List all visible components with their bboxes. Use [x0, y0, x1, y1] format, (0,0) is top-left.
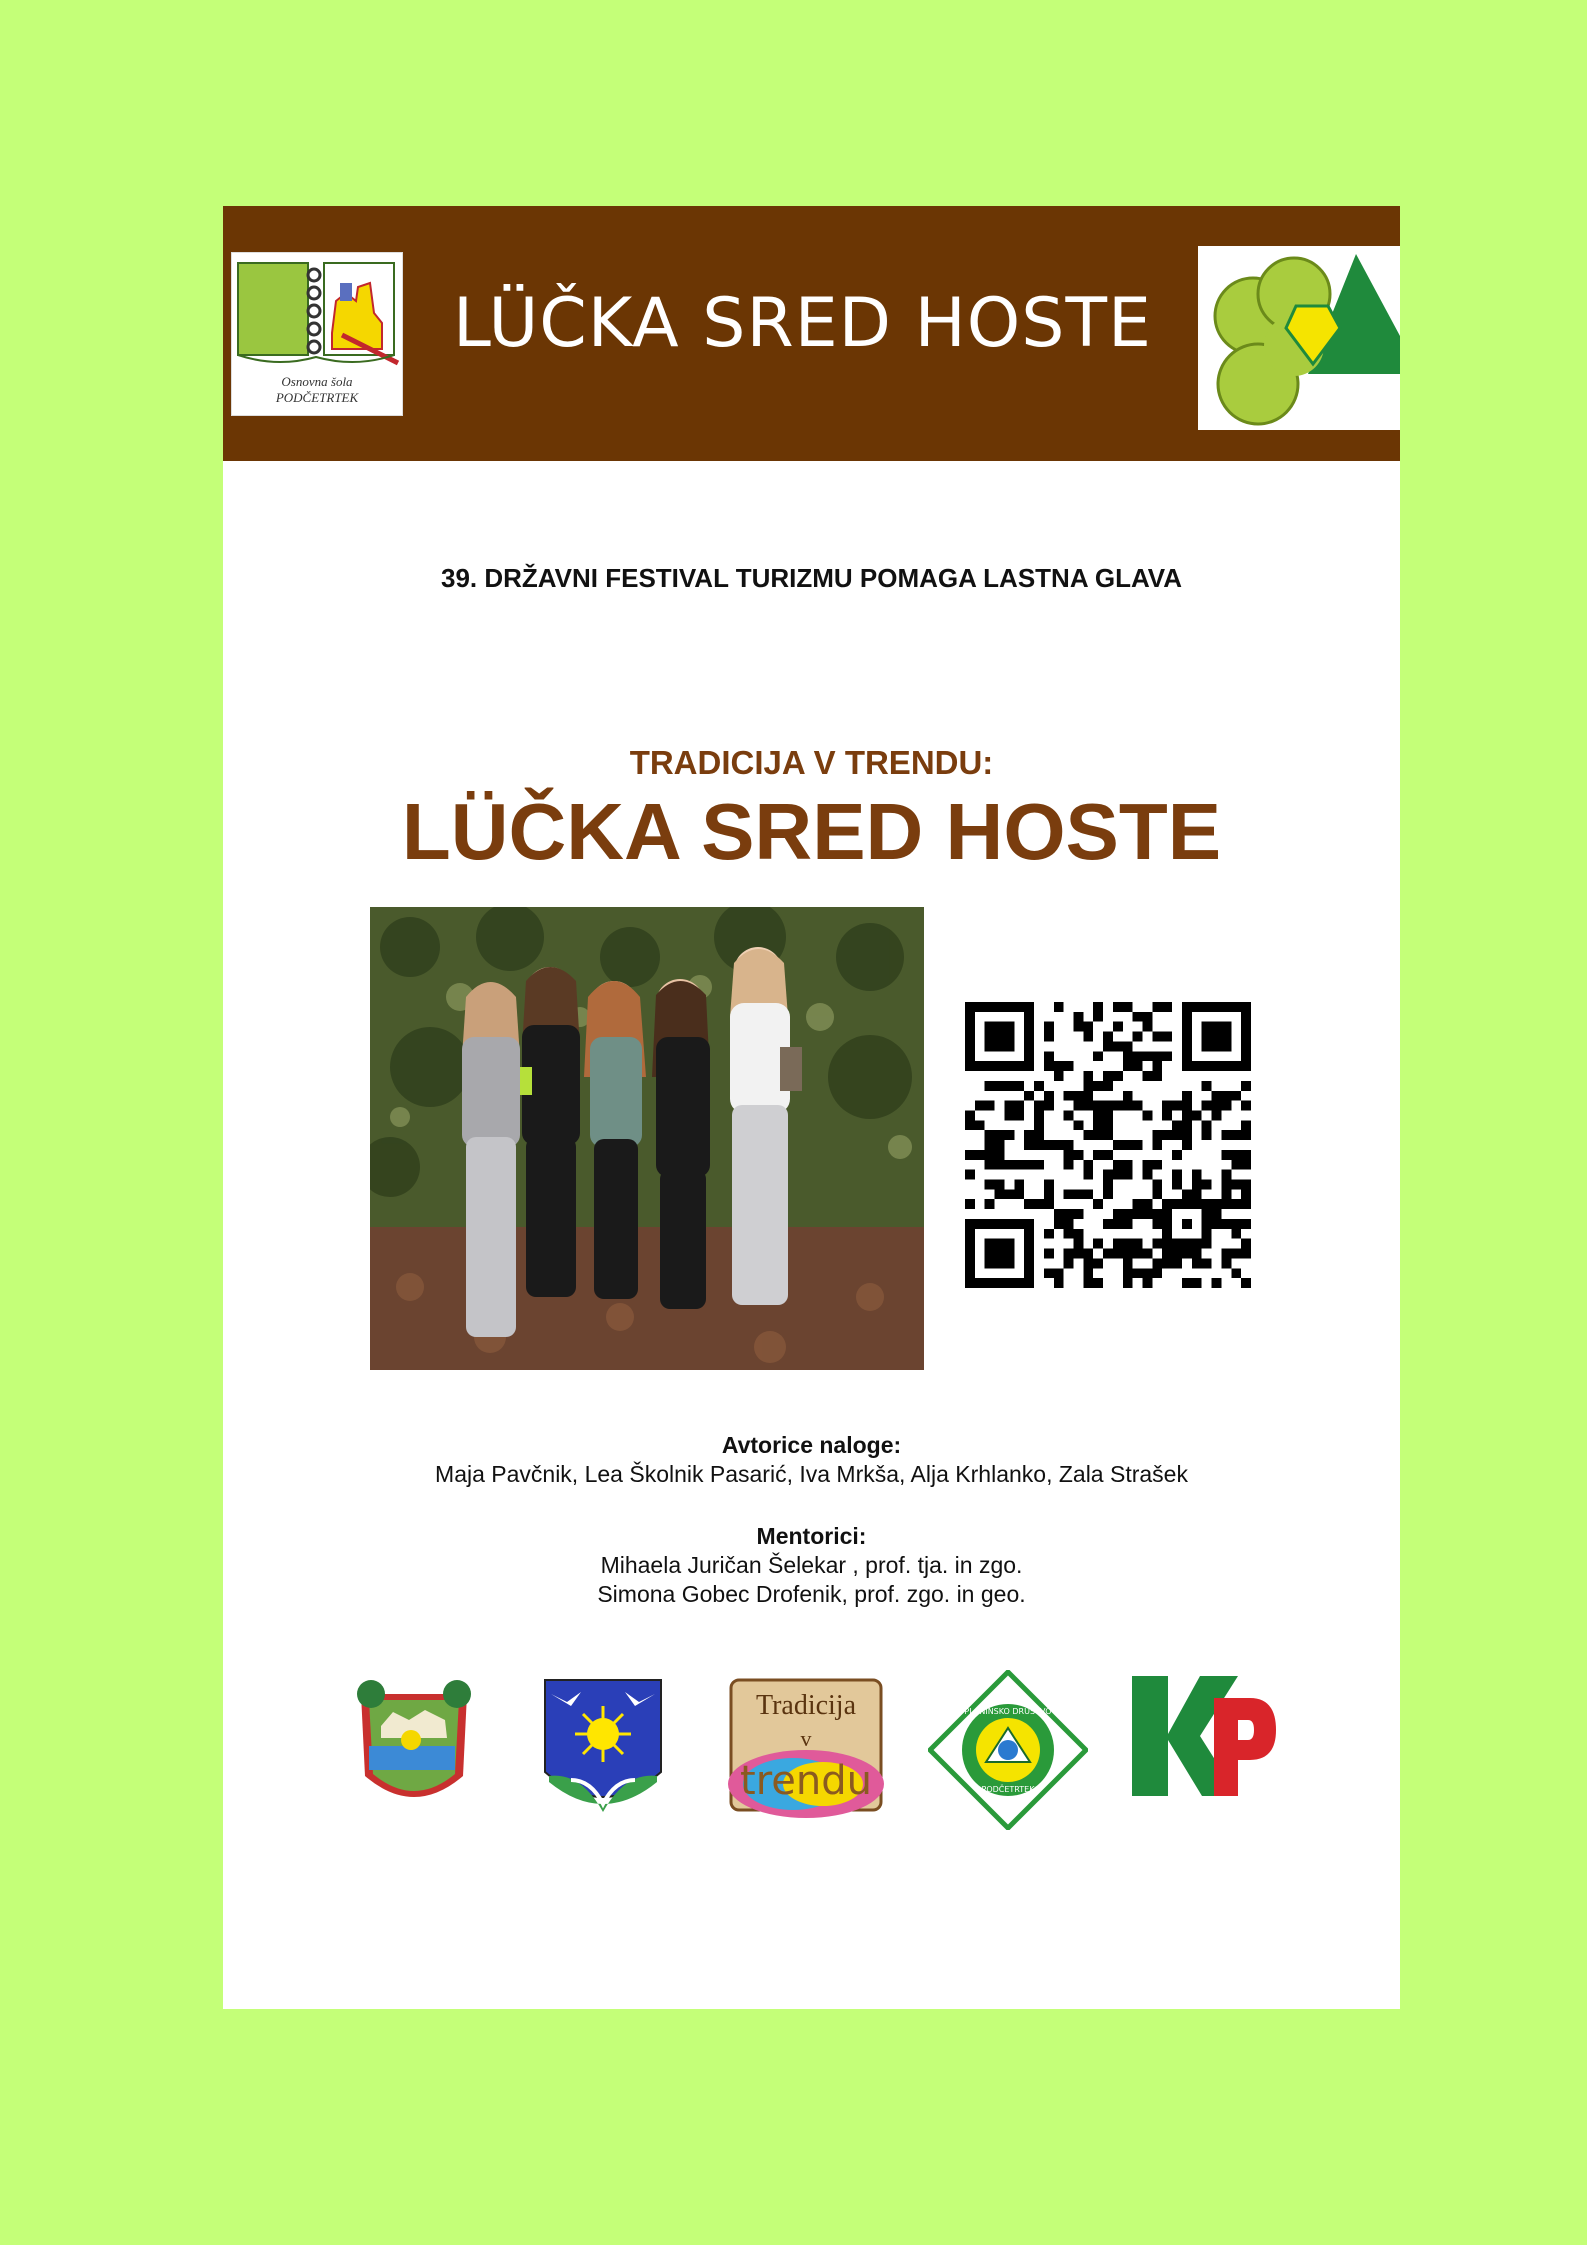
sun-swallows-crest-icon [541, 1676, 665, 1824]
svg-text:v: v [800, 1726, 812, 1751]
swallow-crest [541, 1676, 665, 1824]
pd-diamond-icon [928, 1670, 1088, 1830]
kp-icon [1130, 1674, 1276, 1798]
poster-page [223, 206, 1400, 2009]
svg-text:PODČETRTEK: PODČETRTEK [981, 1785, 1035, 1794]
banner-title: LÜČKA SRED HOSTE [453, 284, 1152, 363]
svg-text:Tradicija: Tradicija [755, 1690, 857, 1721]
clover-logo [1198, 246, 1400, 430]
group-photo [370, 907, 924, 1370]
authors-heading: Avtorice naloge: [721, 1432, 902, 1458]
school-logo-caption: Osnovna šola [281, 374, 353, 389]
qr-code[interactable] [965, 1002, 1251, 1288]
planinsko-drustvo-logo [928, 1670, 1088, 1830]
school-logo [231, 252, 403, 416]
tradicija-scroll-icon [723, 1676, 889, 1824]
school-logo-caption-2: PODČETRTEK [275, 390, 359, 405]
authors-block [223, 1431, 1400, 1489]
municipality-crest [353, 1676, 475, 1818]
svg-text:trendu: trendu [740, 1758, 872, 1804]
mentors-block [223, 1522, 1400, 1609]
subtitle: TRADICIJA V TRENDU: [629, 744, 994, 781]
svg-text:PLANINSKO DRUŠTVO: PLANINSKO DRUŠTVO [964, 1707, 1052, 1716]
castle-crest-icon [353, 1676, 475, 1818]
clover-diamond-icon [1198, 246, 1400, 430]
authors-names: Maja Pavčnik, Lea Školnik Pasarić, Iva Mrkša, Alja Krhlanko, Zala Strašek [435, 1461, 1188, 1487]
main-title: LÜČKA SRED HOSTE [401, 787, 1222, 876]
kp-logo [1130, 1674, 1276, 1798]
mentor-line-2: Simona Gobec Drofenik, prof. zgo. in geo. [597, 1581, 1026, 1607]
tradicija-v-trendu-logo [723, 1676, 889, 1824]
festival-title: 39. DRŽAVNI FESTIVAL TURIZMU POMAGA LASTNA GLAVA [441, 563, 1182, 593]
mentor-line-1: Mihaela Juričan Šelekar , prof. tja. in zgo. [600, 1552, 1023, 1578]
header-banner [223, 206, 1400, 461]
mentors-heading: Mentorici: [756, 1523, 867, 1549]
